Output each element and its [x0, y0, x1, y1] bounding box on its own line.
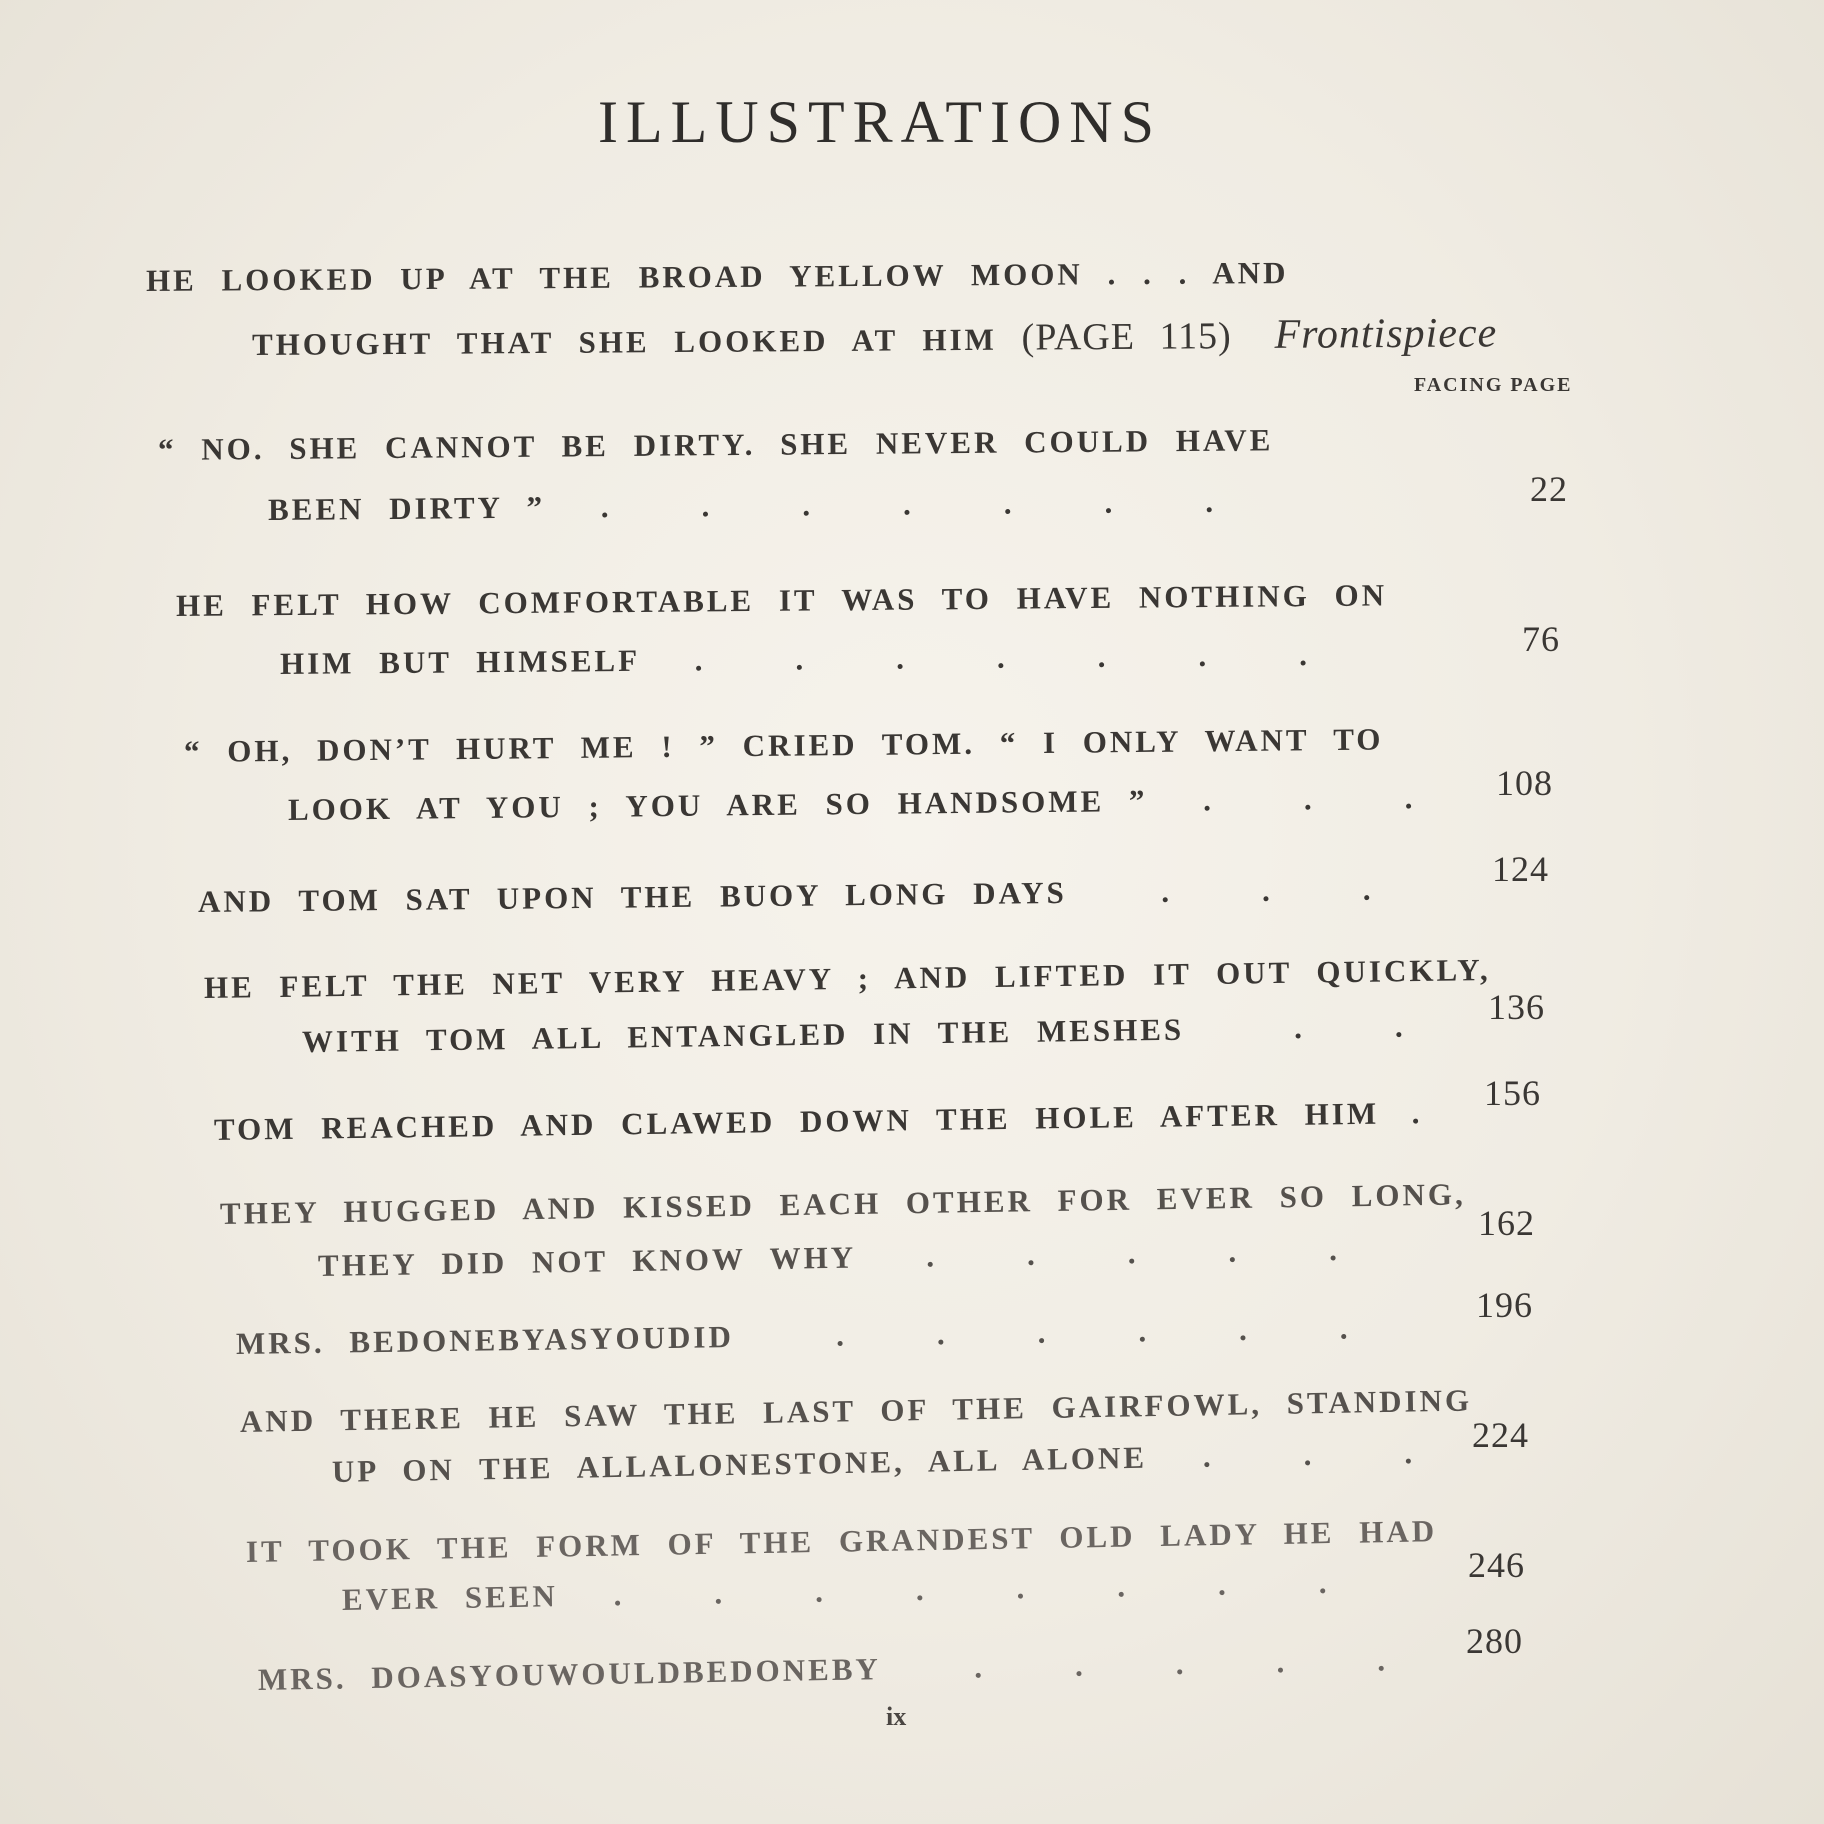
- entry-1-page: 22: [1530, 469, 1568, 509]
- entry-5-leader: . .: [1208, 1008, 1403, 1047]
- entry-8-line-1: [236, 1310, 1348, 1362]
- entry-3-leader: . . .: [1171, 780, 1413, 818]
- entry-2-line-1: HE FELT HOW COMFORTABLE IT WAS TO HAVE NOTHING ON: [175, 577, 1388, 623]
- entry-10-caption-end: EVER SEEN: [341, 1578, 559, 1617]
- entry-4-leader: . . .: [1091, 871, 1371, 910]
- entry-4-caption: AND TOM SAT UPON THE BUOY LONG DAYS: [197, 874, 1067, 919]
- facing-page-label: FACING PAGE: [1414, 374, 1573, 396]
- entry-7-caption-end: THEY DID NOT KNOW WHY: [317, 1239, 856, 1283]
- frontispiece-caption: THOUGHT THAT SHE LOOKED AT HIM: [251, 321, 997, 362]
- entry-7-leader: . . . . .: [879, 1231, 1338, 1275]
- entry-8-leader: . . . . . .: [758, 1310, 1348, 1354]
- entry-10-line-1: IT TOOK THE FORM OF THE GRANDEST OLD LADY HE HAD: [245, 1513, 1438, 1569]
- entry-9-leader: . . .: [1171, 1435, 1413, 1475]
- entry-11-leader: . . . . .: [904, 1642, 1386, 1686]
- entry-2-page: 76: [1522, 619, 1560, 659]
- entry-4-line-1: [198, 872, 1371, 920]
- frontispiece-label: Frontispiece: [1274, 310, 1498, 358]
- entry-2-caption-end: HIM BUT HIMSELF: [279, 642, 640, 681]
- entry-2-leader: . . . . . . .: [663, 637, 1308, 678]
- page-title: ILLUSTRATIONS: [598, 89, 1162, 155]
- entry-9-line-2: [332, 1435, 1413, 1490]
- entry-6-page: 156: [1484, 1073, 1541, 1113]
- entry-7-page: 162: [1478, 1203, 1535, 1243]
- entry-6-caption: TOM REACHED AND CLAWED DOWN THE HOLE AFTER HIM: [213, 1095, 1380, 1147]
- entry-5-line-2: [302, 1009, 1403, 1060]
- entry-1-line-2: [268, 484, 1213, 528]
- entry-11-line-1: [258, 1642, 1386, 1698]
- frontispiece-line-1: HE LOOKED UP AT THE BROAD YELLOW MOON . . . AND: [145, 255, 1289, 298]
- entry-10-page: 246: [1468, 1545, 1525, 1585]
- entry-9-caption-end: UP ON THE ALLALONESTONE, ALL ALONE: [331, 1439, 1148, 1489]
- frontispiece-line-2: [252, 309, 1498, 366]
- entry-1-caption-end: BEEN DIRTY ”: [267, 489, 546, 527]
- entry-3-line-2: [288, 780, 1413, 828]
- entry-1-line-1: “ NO. SHE CANNOT BE DIRTY. SHE NEVER COULD HAVE: [157, 422, 1274, 467]
- entry-3-caption-end: LOOK AT YOU ; YOU ARE SO HANDSOME ”: [287, 783, 1148, 827]
- entry-3-line-1: “ OH, DON’T HURT ME ! ” CRIED TOM. “ I ONLY WANT TO: [183, 721, 1384, 769]
- entry-1-leader: . . . . . . .: [569, 483, 1214, 525]
- entry-10-line-2: [342, 1565, 1327, 1618]
- entry-6-line-1: [214, 1095, 1420, 1148]
- entry-4-page: 124: [1492, 849, 1549, 889]
- entry-9-page: 224: [1472, 1415, 1529, 1455]
- entry-5-caption-end: WITH TOM ALL ENTANGLED IN THE MESHES: [301, 1011, 1185, 1059]
- entry-7-line-2: [318, 1232, 1337, 1284]
- entry-2-line-2: [280, 637, 1307, 682]
- entry-9-line-1: AND THERE HE SAW THE LAST OF THE GAIRFOWL, STANDING: [239, 1382, 1473, 1439]
- entry-3-page: 108: [1496, 763, 1553, 803]
- entry-7-line-1: THEY HUGGED AND KISSED EACH OTHER FOR EVER SO LONG,: [219, 1176, 1467, 1231]
- entry-10-leader: . . . . . . . .: [582, 1564, 1327, 1613]
- entry-11-caption: MRS. DOASYOUWOULDBEDONEBY: [257, 1651, 881, 1697]
- entry-8-caption: MRS. BEDONEBYASYOUDID: [235, 1319, 735, 1361]
- page-folio: ix: [886, 1702, 907, 1731]
- entry-6-leader: .: [1403, 1095, 1420, 1131]
- entry-8-page: 196: [1476, 1285, 1533, 1325]
- entry-11-page: 280: [1466, 1621, 1523, 1661]
- entry-5-line-1: HE FELT THE NET VERY HEAVY ; AND LIFTED IT OUT QUICKLY,: [203, 952, 1491, 1005]
- entry-5-page: 136: [1488, 987, 1545, 1027]
- frontispiece-page-ref: (PAGE 115): [1021, 315, 1232, 359]
